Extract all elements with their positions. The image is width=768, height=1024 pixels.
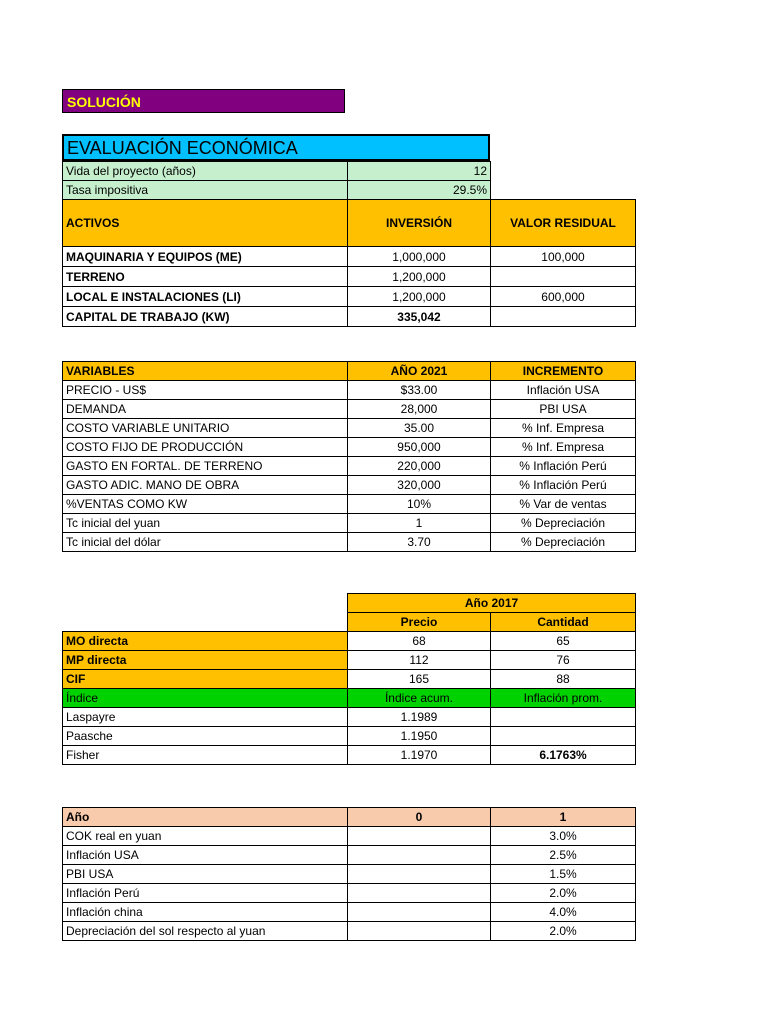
- incremento-header: INCREMENTO: [491, 362, 636, 381]
- anual-value-1: 1.5%: [491, 865, 636, 884]
- ano-2017-header: Año 2017: [348, 594, 636, 613]
- table-row: [63, 400, 636, 419]
- activo-inversion: 1,200,000: [348, 267, 491, 287]
- inflacion-prom: 6.1763%: [491, 746, 636, 765]
- activos-table: [62, 199, 636, 327]
- cost-item-name: MP directa: [63, 651, 348, 670]
- vida-row: [63, 162, 491, 181]
- table-row: [63, 827, 636, 846]
- table-row: [63, 287, 636, 307]
- variable-value: 28,000: [348, 400, 491, 419]
- table-row: [63, 438, 636, 457]
- precio-header: Precio: [348, 613, 491, 632]
- variables-header: VARIABLES: [63, 362, 348, 381]
- variable-value: $33.00: [348, 381, 491, 400]
- indice-header: Índice: [63, 689, 348, 708]
- activo-residual: [491, 267, 636, 287]
- indice-header-row: [63, 689, 636, 708]
- indice-acum: 1.1970: [348, 746, 491, 765]
- activo-inversion: 1,200,000: [348, 287, 491, 307]
- anual-value-1: 2.0%: [491, 884, 636, 903]
- table-row: [63, 670, 636, 689]
- variable-name: COSTO FIJO DE PRODUCCIÓN: [63, 438, 348, 457]
- variable-name: GASTO ADIC. MANO DE OBRA: [63, 476, 348, 495]
- cost-item-cantidad: 76: [491, 651, 636, 670]
- table-row: [63, 651, 636, 670]
- indice-acum: 1.1950: [348, 727, 491, 746]
- cost-item-precio: 165: [348, 670, 491, 689]
- anual-table: [62, 807, 636, 941]
- variable-incremento: PBI USA: [491, 400, 636, 419]
- anual-header-row: [63, 808, 636, 827]
- vida-label: Vida del proyecto (años): [63, 162, 348, 181]
- anual-value-0: [348, 922, 491, 941]
- variable-name: GASTO EN FORTAL. DE TERRENO: [63, 457, 348, 476]
- variable-incremento: % Inflación Perú: [491, 457, 636, 476]
- table-row: [63, 476, 636, 495]
- variable-name: Tc inicial del yuan: [63, 514, 348, 533]
- table-row: [63, 267, 636, 287]
- ano-0-header: 0: [348, 808, 491, 827]
- variable-name: %VENTAS COMO KW: [63, 495, 348, 514]
- variable-value: 35.00: [348, 419, 491, 438]
- activos-header-row: [63, 200, 636, 247]
- indices-empty-cell: [63, 613, 348, 632]
- table-row: [63, 865, 636, 884]
- anual-value-1: 3.0%: [491, 827, 636, 846]
- variable-value: 3.70: [348, 533, 491, 552]
- anual-value-1: 2.5%: [491, 846, 636, 865]
- anual-label: Inflación Perú: [63, 884, 348, 903]
- indice-name: Paasche: [63, 727, 348, 746]
- variable-value: 220,000: [348, 457, 491, 476]
- cantidad-header: Cantidad: [491, 613, 636, 632]
- anual-label: Depreciación del sol respecto al yuan: [63, 922, 348, 941]
- indices-table: [62, 593, 636, 765]
- indices-year-row: [63, 594, 636, 613]
- ano-1-header: 1: [491, 808, 636, 827]
- table-row: [63, 514, 636, 533]
- activo-inversion: 335,042: [348, 307, 491, 327]
- variable-name: Tc inicial del dólar: [63, 533, 348, 552]
- variable-incremento: % Inf. Empresa: [491, 438, 636, 457]
- variable-incremento: Inflación USA: [491, 381, 636, 400]
- variable-name: COSTO VARIABLE UNITARIO: [63, 419, 348, 438]
- anual-value-0: [348, 884, 491, 903]
- activo-residual: [491, 307, 636, 327]
- anual-value-0: [348, 903, 491, 922]
- table-row: [63, 495, 636, 514]
- ano-header: Año: [63, 808, 348, 827]
- inflacion-prom: [491, 727, 636, 746]
- variable-incremento: % Depreciación: [491, 514, 636, 533]
- indice-acum: 1.1989: [348, 708, 491, 727]
- anual-value-1: 4.0%: [491, 903, 636, 922]
- variable-value: 1: [348, 514, 491, 533]
- table-row: [63, 922, 636, 941]
- variable-incremento: % Inflación Perú: [491, 476, 636, 495]
- inversion-header: INVERSIÓN: [348, 200, 491, 247]
- cost-item-name: MO directa: [63, 632, 348, 651]
- table-row: [63, 419, 636, 438]
- variable-name: DEMANDA: [63, 400, 348, 419]
- table-row: [63, 727, 636, 746]
- table-row: [63, 533, 636, 552]
- anual-label: Inflación USA: [63, 846, 348, 865]
- variables-table: [62, 361, 636, 552]
- cost-item-name: CIF: [63, 670, 348, 689]
- valor-residual-header: VALOR RESIDUAL: [491, 200, 636, 247]
- table-row: [63, 903, 636, 922]
- variable-value: 950,000: [348, 438, 491, 457]
- anual-value-0: [348, 827, 491, 846]
- solucion-label: SOLUCIÓN: [62, 89, 345, 113]
- activos-header: ACTIVOS: [63, 200, 348, 247]
- activo-inversion: 1,000,000: [348, 247, 491, 267]
- table-row: [63, 247, 636, 267]
- indice-name: Laspayre: [63, 708, 348, 727]
- cost-item-cantidad: 88: [491, 670, 636, 689]
- table-row: [63, 846, 636, 865]
- indice-name: Fisher: [63, 746, 348, 765]
- anual-value-0: [348, 846, 491, 865]
- table-row: [63, 381, 636, 400]
- activo-name: TERRENO: [63, 267, 348, 287]
- vida-value: 12: [348, 162, 491, 181]
- variable-value: 10%: [348, 495, 491, 514]
- indices-subheader-row: [63, 613, 636, 632]
- cost-item-precio: 68: [348, 632, 491, 651]
- table-row: [63, 884, 636, 903]
- anual-value-0: [348, 865, 491, 884]
- variable-incremento: % Var de ventas: [491, 495, 636, 514]
- table-row: [63, 746, 636, 765]
- indices-empty-cell: [63, 594, 348, 613]
- parametros-table: [62, 161, 491, 200]
- variables-header-row: [63, 362, 636, 381]
- table-row: [63, 307, 636, 327]
- tasa-row: [63, 181, 491, 200]
- variable-incremento: % Depreciación: [491, 533, 636, 552]
- variable-incremento: % Inf. Empresa: [491, 419, 636, 438]
- indice-acum-header: Índice acum.: [348, 689, 491, 708]
- variable-value: 320,000: [348, 476, 491, 495]
- activo-residual: 600,000: [491, 287, 636, 307]
- activo-name: CAPITAL DE TRABAJO (KW): [63, 307, 348, 327]
- tasa-value: 29.5%: [348, 181, 491, 200]
- tasa-label: Tasa impositiva: [63, 181, 348, 200]
- anual-label: PBI USA: [63, 865, 348, 884]
- inflacion-prom-header: Inflación prom.: [491, 689, 636, 708]
- evaluacion-title: EVALUACIÓN ECONÓMICA: [62, 134, 490, 161]
- anual-value-1: 2.0%: [491, 922, 636, 941]
- table-row: [63, 632, 636, 651]
- table-row: [63, 708, 636, 727]
- cost-item-cantidad: 65: [491, 632, 636, 651]
- inflacion-prom: [491, 708, 636, 727]
- anual-label: Inflación china: [63, 903, 348, 922]
- cost-item-precio: 112: [348, 651, 491, 670]
- activo-residual: 100,000: [491, 247, 636, 267]
- activo-name: MAQUINARIA Y EQUIPOS (ME): [63, 247, 348, 267]
- table-row: [63, 457, 636, 476]
- anual-label: COK real en yuan: [63, 827, 348, 846]
- ano-2021-header: AÑO 2021: [348, 362, 491, 381]
- variable-name: PRECIO - US$: [63, 381, 348, 400]
- activo-name: LOCAL E INSTALACIONES (LI): [63, 287, 348, 307]
